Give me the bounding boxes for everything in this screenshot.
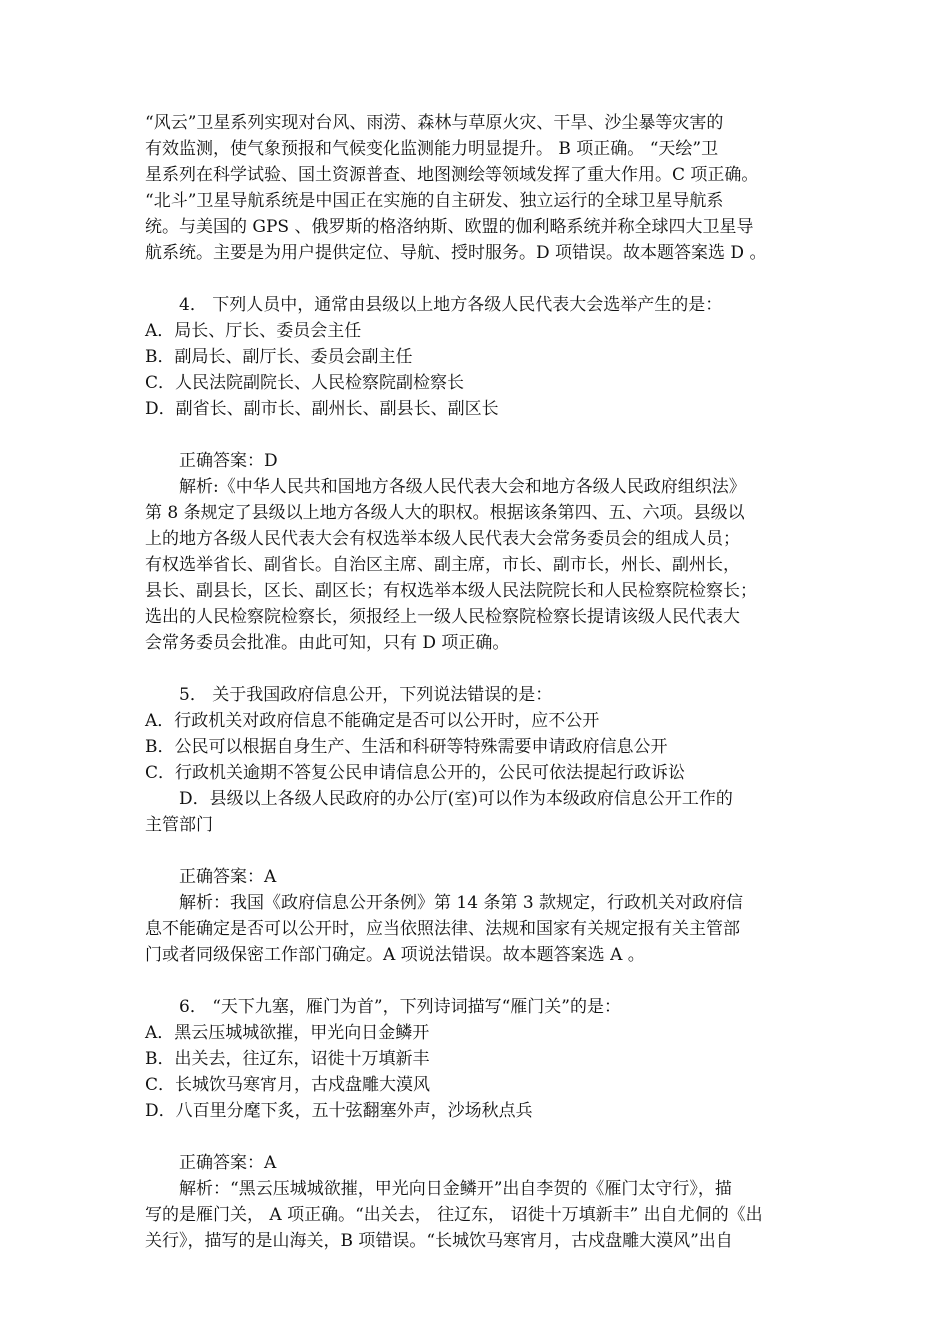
analysis-line: 解析:《中华人民共和国地方各级人民代表大会和地方各级人民政府组织法》 (179, 477, 746, 497)
option-c: C．长城饮马寒宵月，古戍盘雕大漠风 (145, 1075, 431, 1095)
option-c: C．人民法院副院长、人民检察院副检察长 (145, 373, 465, 393)
document-page (145, 110, 815, 1254)
spacer (145, 968, 815, 994)
spacer (145, 422, 815, 448)
option-d-continued: 主管部门 (145, 815, 213, 835)
correct-answer: 正确答案：D (179, 451, 278, 471)
question-stem: 4． 下列人员中，通常由县级以上地方各级人民代表大会选举产生的是： (179, 295, 723, 315)
spacer (145, 656, 815, 682)
analysis-line: 选出的人民检察院检察长，须报经上一级人民检察院检察长提请该级人民代表大 (145, 607, 740, 627)
option-d: D．副省长、副市长、副州长、副县长、副区长 (145, 399, 499, 419)
option-b: B．副局长、副厅长、委员会副主任 (145, 347, 413, 367)
text-line: “风云”卫星系列实现对台风、雨涝、森林与草原火灾、干旱、沙尘暴等灾害的 (145, 113, 724, 133)
text-line: 有效监测，使气象预报和气候变化监测能力明显提升。 B 项正确。 “天绘”卫 (145, 139, 719, 159)
text-line: “北斗”卫星导航系统是中国正在实施的自主研发、独立运行的全球卫星导航系 (145, 191, 724, 211)
option-b: B．公民可以根据自身生产、生活和科研等特殊需要申请政府信息公开 (145, 737, 668, 757)
analysis-line: 解析：我国《政府信息公开条例》第 14 条第 3 款规定，行政机关对政府信 (179, 893, 744, 913)
option-a: A．黑云压城城欲摧，甲光向日金鳞开 (145, 1023, 430, 1043)
analysis-line: 关行》，描写的是山海关，B 项错误。“长城饮马寒宵月，古戍盘雕大漠风”出自 (145, 1231, 733, 1251)
correct-answer: 正确答案：A (179, 867, 277, 887)
analysis-line: 县长、副县长，区长、副区长；有权选举本级人民法院院长和人民检察院检察长； (145, 581, 757, 601)
analysis-line: 会常务委员会批准。由此可知，只有 D 项正确。 (145, 633, 510, 653)
analysis-line: 解析：“黑云压城城欲摧，甲光向日金鳞开”出自李贺的《雁门太守行》，描 (179, 1179, 732, 1199)
question-5 (145, 682, 815, 968)
option-a: A．行政机关对政府信息不能确定是否可以公开时，应不公开 (145, 711, 600, 731)
analysis-line: 有权选举省长、副省长。自治区主席、副主席，市长、副市长，州长、副州长， (145, 555, 740, 575)
analysis-line: 门或者同级保密工作部门确定。A 项说法错误。故本题答案选 A 。 (145, 945, 645, 965)
analysis-line: 上的地方各级人民代表大会有权选举本级人民代表大会常务委员会的组成人员； (145, 529, 740, 549)
analysis-line: 息不能确定是否可以公开时，应当依照法律、法规和国家有关规定报有关主管部 (145, 919, 740, 939)
question-stem: 6． “天下九塞，雁门为首”，下列诗词描写“雁门关”的是： (179, 997, 621, 1017)
option-c: C．行政机关逾期不答复公民申请信息公开的，公民可依法提起行政诉讼 (145, 763, 686, 783)
intro-paragraph (145, 110, 815, 266)
spacer (145, 266, 815, 292)
question-6 (145, 994, 815, 1254)
question-4 (145, 292, 815, 656)
text-line: 统。与美国的 GPS 、俄罗斯的格洛纳斯、欧盟的伽利略系统并称全球四大卫星导 (145, 217, 754, 237)
option-d: D．八百里分麾下炙，五十弦翻塞外声，沙场秋点兵 (145, 1101, 533, 1121)
text-line: 星系列在科学试验、国土资源普查、地图测绘等领域发挥了重大作用。C 项正确。 (145, 165, 759, 185)
option-d: D．县级以上各级人民政府的办公厅(室)可以作为本级政府信息公开工作的 (179, 789, 733, 809)
spacer (145, 1124, 815, 1150)
spacer (145, 838, 815, 864)
question-stem: 5． 关于我国政府信息公开，下列说法错误的是： (179, 685, 553, 705)
text-line: 航系统。主要是为用户提供定位、导航、授时服务。D 项错误。故本题答案选 D 。 (145, 243, 767, 263)
analysis-line: 第 8 条规定了县级以上地方各级人大的职权。根据该条第四、五、六项。县级以 (145, 503, 745, 523)
correct-answer: 正确答案：A (179, 1153, 277, 1173)
option-b: B．出关去，往辽东，诏徙十万填新丰 (145, 1049, 430, 1069)
option-a: A．局长、厅长、委员会主任 (145, 321, 362, 341)
analysis-line: 写的是雁门关， A 项正确。“出关去， 往辽东， 诏徙十万填新丰” 出自尤侗的《出 (145, 1205, 763, 1225)
